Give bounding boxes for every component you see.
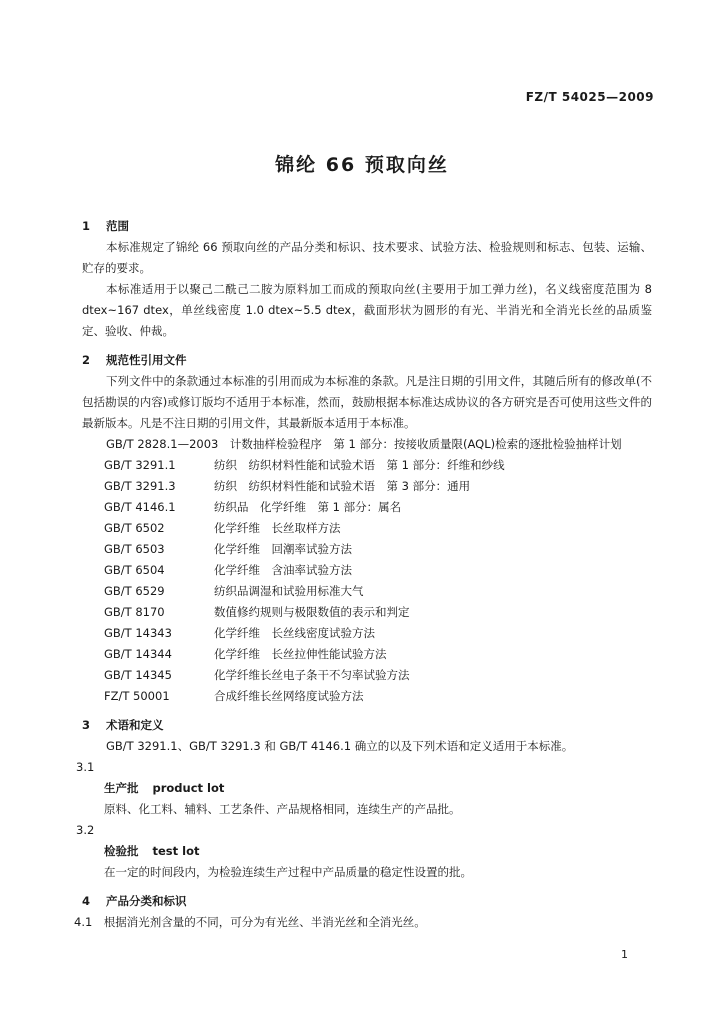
section-number: 4 — [82, 894, 91, 908]
reference-item — [104, 665, 652, 686]
section-2-heading — [82, 350, 652, 371]
scope-paragraph-2: 本标准适用于以聚己二酰己二胺为原料加工而成的预取向丝(主要用于加工弹力丝)，名义线密度范围为 8 dtex~167 dtex，单丝线密度 1.0 dtex~5.5 dtex，截面形状为圆形的有光、半消光和全消光长丝的品质鉴定、验收、仲裁。 — [82, 282, 652, 338]
reference-list — [104, 455, 652, 707]
term-name: 生产批 — [104, 781, 139, 795]
reference-title: 纺织品 化学纤维 第 1 部分：属名 — [214, 500, 402, 514]
clause-4-1 — [74, 912, 652, 933]
reference-title: 化学纤维长丝电子条干不匀率试验方法 — [214, 668, 410, 682]
reference-title: 合成纤维长丝网络度试验方法 — [214, 689, 364, 703]
reference-item — [104, 581, 652, 602]
references-intro: 下列文件中的条款通过本标准的引用而成为本标准的条款。凡是注日期的引用文件，其随后所有的修改单(不包括勘误的内容)或修订版均不适用于本标准，然而，鼓励根据本标准达成协议的各方研究是否可使用这些文件的最新版本。凡是不注日期的引用文件，其最新版本适用于本标准。 — [82, 374, 652, 430]
reference-code: GB/T 14344 — [104, 647, 172, 661]
reference-code: GB/T 14345 — [104, 668, 172, 682]
reference-item — [104, 623, 652, 644]
scope-paragraph-1: 本标准规定了锦纶 66 预取向丝的产品分类和标识、技术要求、试验方法、检验规则和标志、包装、运输、贮存的要求。 — [82, 240, 652, 275]
reference-code: GB/T 3291.1 — [104, 458, 176, 472]
reference-item — [104, 560, 652, 581]
section-title: 产品分类和标识 — [106, 894, 187, 908]
term-name: 检验批 — [104, 844, 139, 858]
reference-title: 化学纤维 回潮率试验方法 — [214, 542, 352, 556]
reference-title: 化学纤维 长丝线密度试验方法 — [214, 626, 375, 640]
reference-long: GB/T 2828.1—2003 计数抽样检验程序 第 1 部分：按接收质量限(AQL)检索的逐批检验抽样计划 — [106, 437, 622, 451]
reference-item — [104, 644, 652, 665]
section-4-heading — [82, 891, 652, 912]
reference-title: 纺织 纺织材料性能和试验术语 第 1 部分：纤维和纱线 — [214, 458, 505, 472]
section-number: 3 — [82, 718, 91, 732]
term-number: 3.2 — [76, 823, 95, 837]
section-number: 1 — [82, 219, 91, 233]
reference-item — [104, 602, 652, 623]
reference-item — [104, 497, 652, 518]
term-definition: 原料、化工料、辅料、工艺条件、产品规格相同，连续生产的产品批。 — [104, 802, 461, 816]
page-number: 1 — [621, 948, 628, 961]
reference-title: 数值修约规则与极限数值的表示和判定 — [214, 605, 410, 619]
term-english: test lot — [152, 844, 200, 858]
term-heading — [104, 841, 652, 862]
reference-item — [104, 455, 652, 476]
reference-title: 化学纤维 长丝拉伸性能试验方法 — [214, 647, 387, 661]
reference-item — [104, 518, 652, 539]
terms-intro: GB/T 3291.1、GB/T 3291.3 和 GB/T 4146.1 确立的以及下列术语和定义适用于本标准。 — [106, 739, 574, 753]
reference-code: GB/T 8170 — [104, 605, 165, 619]
reference-code: GB/T 14343 — [104, 626, 172, 640]
section-title: 范围 — [106, 219, 129, 233]
section-title: 规范性引用文件 — [106, 353, 187, 367]
term-english: product lot — [152, 781, 225, 795]
reference-code: GB/T 6502 — [104, 521, 165, 535]
reference-title: 化学纤维 含油率试验方法 — [214, 563, 352, 577]
term-heading — [104, 778, 652, 799]
reference-code: GB/T 6504 — [104, 563, 165, 577]
standard-code: FZ/T 54025—2009 — [525, 90, 654, 104]
document-body — [74, 208, 652, 933]
clause-text: 根据消光剂含量的不同，可分为有光丝、半消光丝和全消光丝。 — [103, 915, 426, 929]
reference-item — [104, 476, 652, 497]
section-number: 2 — [82, 353, 91, 367]
reference-code: FZ/T 50001 — [104, 689, 170, 703]
reference-title: 纺织品调湿和试验用标准大气 — [214, 584, 364, 598]
term-definition: 在一定的时间段内，为检验连续生产过程中产品质量的稳定性设置的批。 — [104, 865, 472, 879]
document-title: 锦纶 66 预取向丝 — [275, 154, 449, 176]
reference-code: GB/T 4146.1 — [104, 500, 176, 514]
section-title: 术语和定义 — [106, 718, 164, 732]
term-number: 3.1 — [76, 760, 95, 774]
reference-code: GB/T 3291.3 — [104, 479, 176, 493]
section-3-heading — [82, 715, 652, 736]
reference-code: GB/T 6529 — [104, 584, 165, 598]
reference-title: 化学纤维 长丝取样方法 — [214, 521, 341, 535]
section-1-heading — [82, 216, 652, 237]
reference-item — [104, 539, 652, 560]
clause-number: 4.1 — [74, 915, 93, 929]
reference-item — [104, 686, 652, 707]
reference-code: GB/T 6503 — [104, 542, 165, 556]
reference-title: 纺织 纺织材料性能和试验术语 第 3 部分：通用 — [214, 479, 471, 493]
